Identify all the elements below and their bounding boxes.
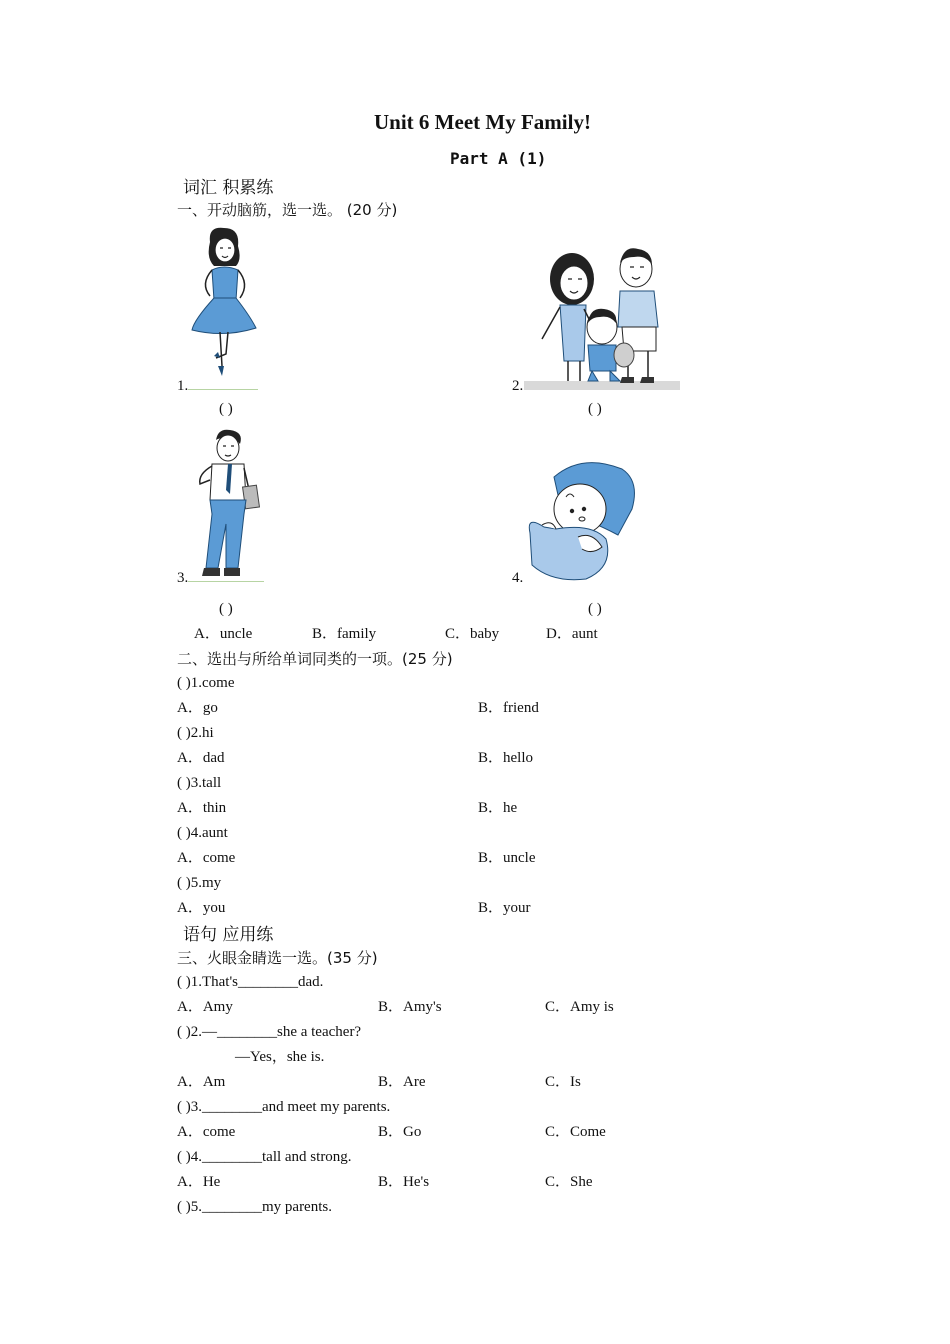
- q2-item-2-b: B．hello: [478, 750, 533, 766]
- q2-item-2-stem[interactable]: ( )2.hi: [177, 725, 214, 741]
- aunt-picture: [188, 226, 260, 386]
- q1-bracket-2[interactable]: ( ): [588, 401, 602, 417]
- q1-num-1: 1.: [177, 378, 189, 394]
- q1-option-d: D．aunt: [546, 626, 598, 642]
- q2-item-3-a: A．thin: [177, 800, 227, 816]
- q3-item-2-c: C．Is: [545, 1074, 581, 1090]
- q3-item-3-c: C．Come: [545, 1124, 606, 1140]
- q2-item-3-stem[interactable]: ( )3.tall: [177, 775, 222, 791]
- uncle-picture: [188, 428, 266, 582]
- q3-item-2-b: B．Are: [378, 1074, 426, 1090]
- q3-item-1-stem[interactable]: ( )1.That's________dad.: [177, 974, 324, 990]
- q3-heading: 三、火眼金睛选一选。(35 分): [177, 949, 378, 967]
- section-sentences: 语句 应用练: [183, 925, 274, 945]
- q2-heading: 二、选出与所给单词同类的一项。(25 分): [177, 650, 453, 668]
- q2-item-2-a: A．dad: [177, 750, 225, 766]
- section-vocabulary: 词汇 积累练: [183, 178, 274, 198]
- q2-item-1-a: A．go: [177, 700, 218, 716]
- q3-item-1-a: A．Amy: [177, 999, 233, 1015]
- q2-item-1-stem[interactable]: ( )1.come: [177, 675, 235, 691]
- q2-item-4-b: B．uncle: [478, 850, 536, 866]
- q2-item-4-stem[interactable]: ( )4.aunt: [177, 825, 228, 841]
- family-picture: [524, 243, 680, 391]
- q1-option-a: A．uncle: [194, 626, 253, 642]
- q1-option-b: B．family: [312, 626, 377, 642]
- q1-bracket-3[interactable]: ( ): [219, 601, 233, 617]
- q1-bracket-4[interactable]: ( ): [588, 601, 602, 617]
- q1-num-4: 4.: [512, 570, 524, 586]
- q2-item-3-b: B．he: [478, 800, 518, 816]
- q3-item-1-b: B．Amy's: [378, 999, 442, 1015]
- q1-heading: 一、开动脑筋，选一选。 (20 分): [177, 201, 398, 219]
- page-subtitle: Part A (1): [450, 149, 547, 168]
- q2-item-4-a: A．come: [177, 850, 236, 866]
- q1-num-3: 3.: [177, 570, 189, 586]
- q3-item-4-a: A．He: [177, 1174, 221, 1190]
- q1-num-2: 2.: [512, 378, 524, 394]
- q1-option-c: C．baby: [445, 626, 500, 642]
- q3-item-3-b: B．Go: [378, 1124, 422, 1140]
- q2-item-5-a: A．you: [177, 900, 226, 916]
- q3-item-3-stem[interactable]: ( )3.________and meet my parents.: [177, 1099, 391, 1115]
- q2-item-5-stem[interactable]: ( )5.my: [177, 875, 222, 891]
- q2-item-5-b: B．your: [478, 900, 531, 916]
- q3-item-3-a: A．come: [177, 1124, 236, 1140]
- q3-item-1-c: C．Amy is: [545, 999, 614, 1015]
- q3-item-5-stem[interactable]: ( )5.________my parents.: [177, 1199, 332, 1215]
- q2-item-1-b: B．friend: [478, 700, 539, 716]
- page-title: Unit 6 Meet My Family!: [374, 110, 591, 134]
- q3-item-4-stem[interactable]: ( )4.________tall and strong.: [177, 1149, 352, 1165]
- q3-item-4-c: C．She: [545, 1174, 593, 1190]
- q3-item-2-stem[interactable]: ( )2.—________she a teacher?: [177, 1024, 362, 1040]
- baby-picture: [522, 457, 638, 583]
- answer-line-1: [188, 389, 258, 390]
- q1-bracket-1[interactable]: ( ): [219, 401, 233, 417]
- q3-item-4-b: B．He's: [378, 1174, 430, 1190]
- q3-item-2-line2: —Yes，she is.: [235, 1049, 325, 1065]
- q3-item-2-a: A．Am: [177, 1074, 226, 1090]
- answer-line-3: [188, 581, 264, 582]
